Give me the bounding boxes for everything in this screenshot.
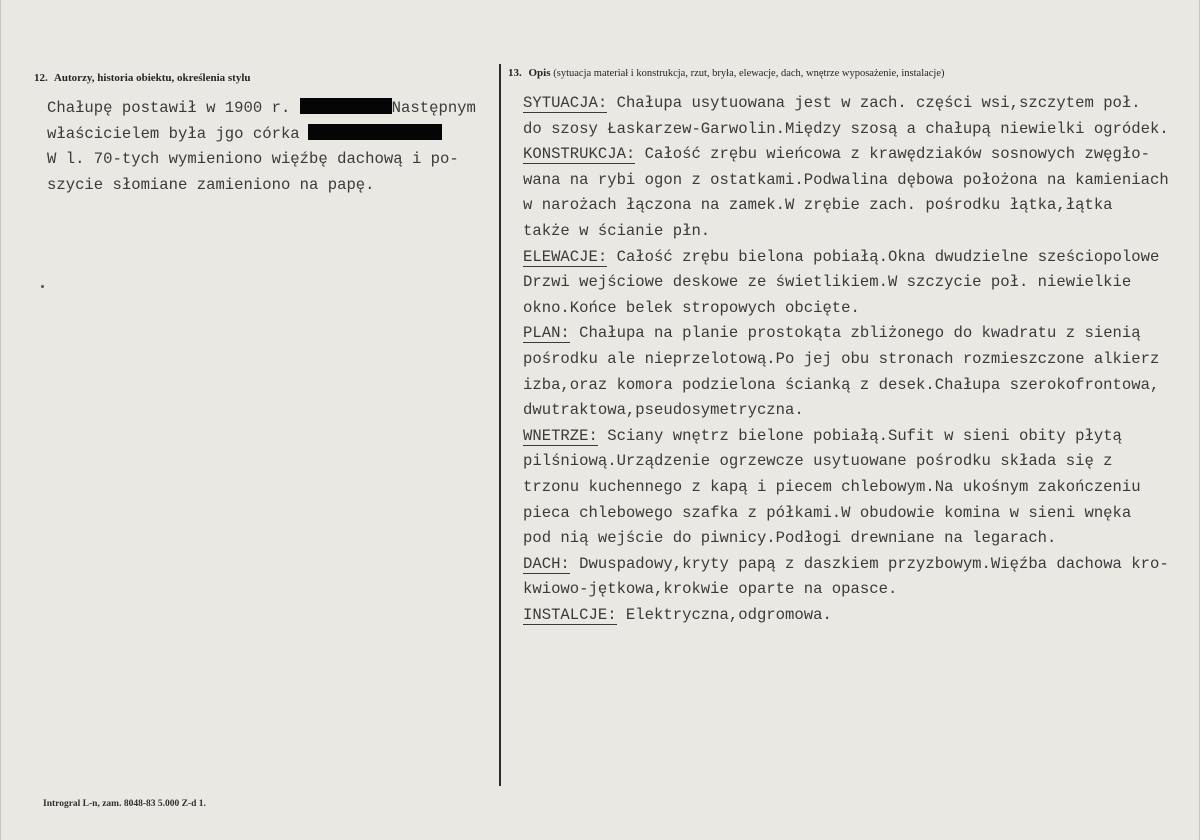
description-line bbox=[523, 501, 1169, 527]
description-line-text: pilśniową.Urządzenie ogrzewcze usytuowane pośrodku składa się z bbox=[523, 452, 1113, 471]
description-line-text: dwutraktowa,pseudosymetryczna. bbox=[523, 401, 804, 420]
description-line bbox=[523, 321, 1169, 347]
description-line-text: pieca chlebowego szafka z półkami.W obudowie komina w sieni wnęka bbox=[523, 503, 1132, 522]
section-label-wnetrze: WNETRZE: bbox=[523, 426, 598, 445]
description-line bbox=[523, 270, 1169, 296]
redacted-name-bar bbox=[308, 124, 442, 140]
description-line bbox=[523, 142, 1169, 168]
description-line bbox=[523, 91, 1169, 117]
description-line-text: także w ścianie płn. bbox=[523, 221, 711, 240]
description-line-text: Sciany wnętrz bielone pobiałą.Sufit w sieni obity płytą bbox=[597, 426, 1122, 445]
description-line bbox=[523, 193, 1169, 219]
section-13-title: Opis bbox=[528, 67, 551, 79]
description-line bbox=[523, 296, 1169, 322]
section-label-sytuacja: SYTUACJA: bbox=[523, 94, 608, 112]
section-13-hint: (sytuacja materiał i konstrukcja, rzut, bryła, elewacje, dach, wnętrze wyposażenie, instalacje) bbox=[553, 68, 945, 79]
description-line bbox=[523, 117, 1169, 143]
description-line-text: trzonu kuchennego z kapą i piecem chlebowym.Na ukośnym zakończeniu bbox=[523, 477, 1141, 496]
description-line bbox=[523, 347, 1169, 373]
column-divider bbox=[499, 64, 501, 786]
description-line-text: Drzwi wejściowe deskowe ze świetlikiem.W szczycie poł. niewielkie bbox=[523, 273, 1132, 292]
description-line-text: Całość zrębu wieńcowa z krawędziaków sosnowych zwęgło- bbox=[635, 145, 1150, 164]
description-line-text: Elektryczna,odgromowa. bbox=[616, 605, 832, 624]
history-line-text: W l. 70-tych wymieniono więźbę dachową i po- bbox=[47, 150, 459, 169]
description-line bbox=[523, 475, 1169, 501]
description-line bbox=[523, 219, 1169, 245]
description-line bbox=[523, 603, 1169, 629]
description-line-text: izba,oraz komora podzielona ścianką z desek.Chałupa szerokofrontowa, bbox=[523, 375, 1160, 394]
history-text bbox=[47, 96, 476, 198]
description-line bbox=[523, 424, 1169, 450]
section-label-instalacje: INSTALCJE: bbox=[523, 605, 617, 624]
description-line-text: Dwuspadowy,kryty papą z daszkiem przyzbowym.Więźba dachowa kro- bbox=[569, 554, 1169, 573]
description-line bbox=[523, 245, 1169, 271]
section-label-dach: DACH: bbox=[523, 554, 570, 573]
description-line-text: pośrodku ale nieprzelotową.Po jej obu stronach rozmieszczone alkierz bbox=[523, 349, 1160, 368]
history-line-text: właścicielem była jgo córka bbox=[47, 124, 300, 143]
section-label-konstrukcja: KONSTRUKCJA: bbox=[523, 145, 636, 164]
description-line-text: wana na rybi ogon z ostatkami.Podwalina dębowa położona na kamieniach bbox=[523, 170, 1169, 189]
printer-imprint: Introgral L-n, zam. 8048-83 5.000 Z-d 1. bbox=[43, 799, 206, 809]
section-12-title: Autorzy, historia obiektu, określenia stylu bbox=[53, 72, 251, 84]
description-line-text: Całość zrębu bielona pobiałą.Okna dwudzielne sześciopolowe bbox=[607, 247, 1160, 266]
description-line bbox=[523, 168, 1169, 194]
description-line-text: pod nią wejście do piwnicy.Podłogi drewniane na legarach. bbox=[523, 529, 1057, 548]
description-line-text: w narożach łączona na zamek.W zrębie zach. pośrodku łątka,łątka bbox=[523, 196, 1113, 215]
history-line bbox=[47, 96, 476, 122]
history-line-text: Następnym bbox=[391, 99, 476, 117]
description-line-text: kwiowo-jętkowa,krokwie oparte na opasce. bbox=[523, 580, 898, 599]
history-line-text: szycie słomiane zamieniono na papę. bbox=[47, 175, 375, 194]
section-label-plan: PLAN: bbox=[523, 324, 570, 343]
description-line bbox=[523, 398, 1169, 424]
section-13-number: 13. bbox=[508, 67, 522, 79]
description-line bbox=[523, 577, 1169, 603]
description-line bbox=[523, 373, 1169, 399]
history-line bbox=[47, 173, 476, 199]
section-13-heading bbox=[508, 67, 945, 79]
description-text bbox=[523, 91, 1169, 628]
section-label-elewacje: ELEWACJE: bbox=[523, 247, 608, 266]
history-line-text: Chałupę postawił w 1900 r. bbox=[47, 99, 291, 117]
ink-dot bbox=[41, 285, 44, 288]
section-12-number: 12. bbox=[34, 72, 48, 84]
description-line-text: Chałupa usytuowana jest w zach. części wsi,szczytem poł. bbox=[607, 94, 1141, 112]
description-line-text: Chałupa na planie prostokąta zbliżonego do kwadratu z sienią bbox=[569, 324, 1141, 343]
description-line bbox=[523, 552, 1169, 578]
redacted-name-bar bbox=[300, 98, 392, 114]
description-line bbox=[523, 449, 1169, 475]
description-line-text: do szosy Łaskarzew-Garwolin.Między szosą a chałupą niewielki ogródek. bbox=[523, 119, 1169, 138]
description-line-text: okno.Końce belek stropowych obcięte. bbox=[523, 298, 860, 317]
history-line bbox=[47, 147, 476, 173]
history-line bbox=[47, 122, 476, 148]
section-12-heading bbox=[34, 72, 251, 84]
description-line bbox=[523, 526, 1169, 552]
